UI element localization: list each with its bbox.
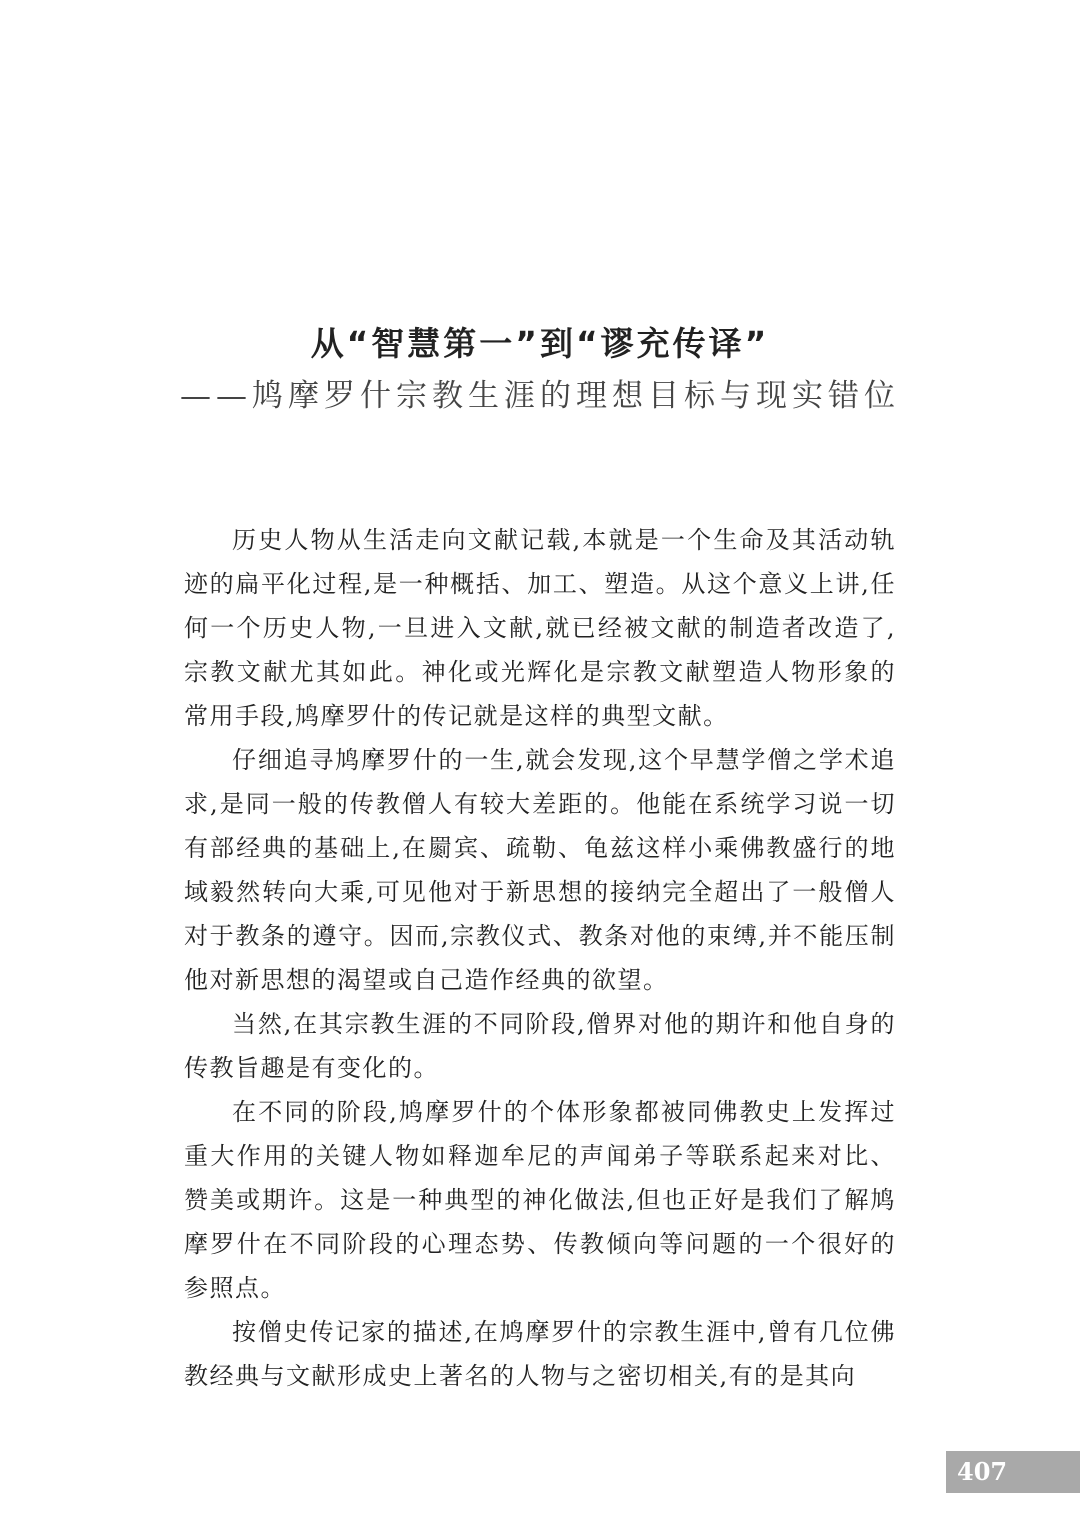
paragraph: 当然,在其宗教生涯的不同阶段,僧界对他的期许和他自身的传教旨趣是有变化的。 xyxy=(184,1010,896,1082)
paragraph: 按僧史传记家的描述,在鸠摩罗什的宗教生涯中,曾有几位佛教经典与文献形成史上著名的人物与之密切相关,有的是其向 xyxy=(184,1318,896,1390)
page-number: 407 xyxy=(957,1457,1008,1486)
chapter-subtitle: ——鸠摩罗什宗教生涯的理想目标与现实错位 xyxy=(180,378,900,414)
paragraph: 在不同的阶段,鸠摩罗什的个体形象都被同佛教史上发挥过重大作用的关键人物如释迦牟尼的声闻弟子等联系起来对比、赞美或期许。这是一种典型的神化做法,但也正好是我们了解鸠摩罗什在不同阶段的心理态势、传教倾向等问题的一个很好的参照点。 xyxy=(184,1098,896,1302)
paragraph: 历史人物从生活走向文献记载,本就是一个生命及其活动轨迹的扁平化过程,是一种概括、加工、塑造。从这个意义上讲,任何一个历史人物,一旦进入文献,就已经被文献的制造者改造了,宗教文献尤其如此。神化或光辉化是宗教文献塑造人物形象的常用手段,鸠摩罗什的传记就是这样的典型文献。 xyxy=(184,526,896,730)
chapter-title: 从“智慧第一”到“谬充传译” xyxy=(310,324,770,363)
body-text xyxy=(184,518,896,1398)
paragraph: 仔细追寻鸠摩罗什的一生,就会发现,这个早慧学僧之学术追求,是同一般的传教僧人有较大差距的。他能在系统学习说一切有部经典的基础上,在罽宾、疏勒、龟兹这样小乘佛教盛行的地域毅然转向大乘,可见他对于新思想的接纳完全超出了一般僧人对于教条的遵守。因而,宗教仪式、教条对他的束缚,并不能压制他对新思想的渴望或自己造作经典的欲望。 xyxy=(184,746,896,994)
